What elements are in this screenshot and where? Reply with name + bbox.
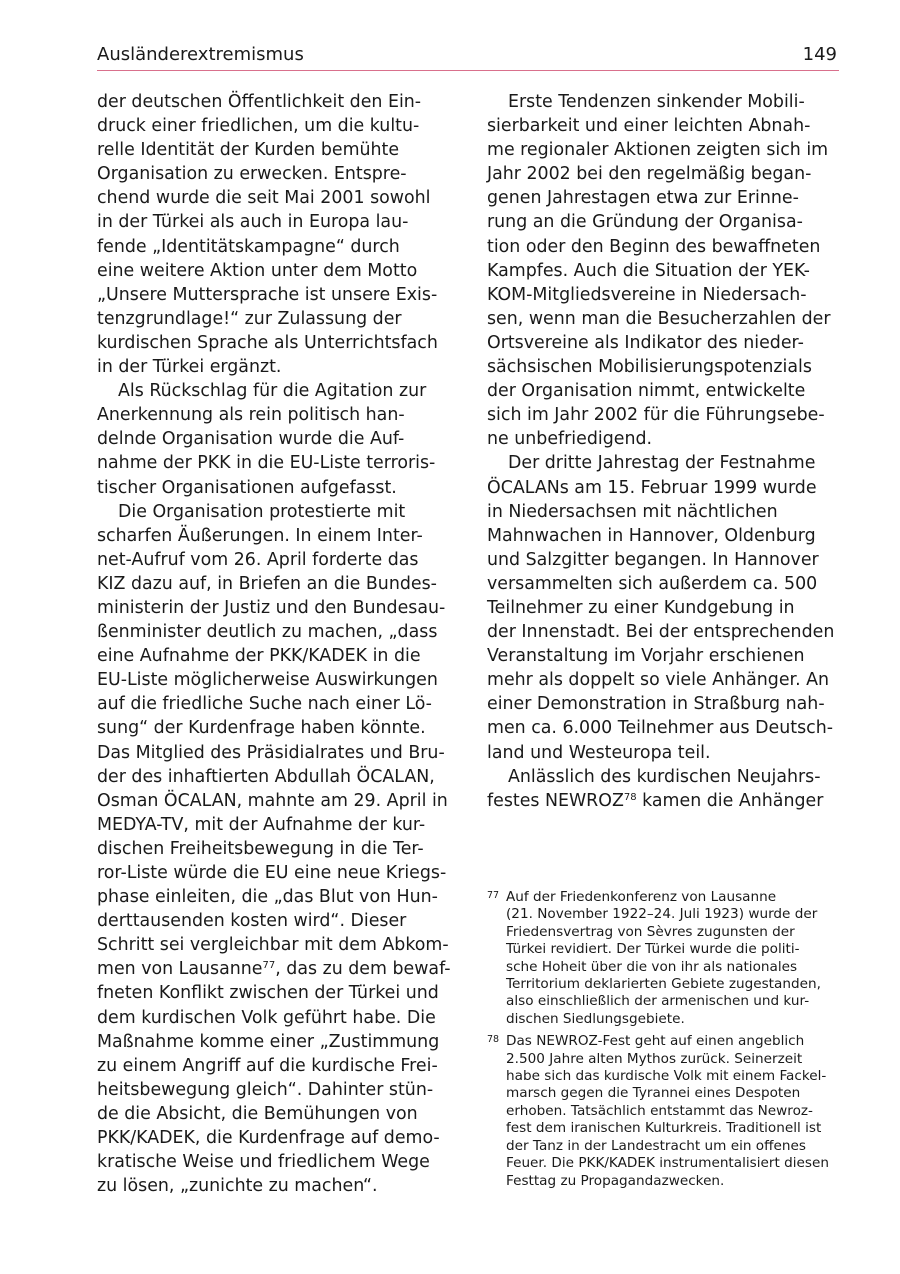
text-line: ÖCALANs am 15. Februar 1999 wurde <box>487 477 817 498</box>
right-column <box>487 90 841 813</box>
text-line: dem kurdischen Volk geführt habe. Die <box>97 1007 436 1028</box>
text-line: MEDYA-TV, mit der Aufnahme der kur- <box>97 814 426 835</box>
text-line: KOM-Mitgliedsvereine in Niedersach- <box>487 284 807 305</box>
text-line: der Organisation nimmt, entwickelte <box>487 381 806 402</box>
page-number: 149 <box>802 44 837 65</box>
footnote-line: Territorium deklarierten Gebiete zugestanden, <box>506 976 821 993</box>
text-line: net-Aufruf vom 26. April forderte das <box>97 549 419 570</box>
text-line: eine weitere Aktion unter dem Motto <box>97 260 418 281</box>
text-line: fneten Konflikt zwischen der Türkei und <box>97 983 439 1004</box>
text-line: druck einer friedlichen, um die kultu- <box>97 116 420 137</box>
text-line: sächsischen Mobilisierungspotenzials <box>487 357 812 378</box>
text-line: rung an die Gründung der Organisa- <box>487 212 803 233</box>
text-line: Teilnehmer zu einer Kundgebung in <box>487 597 795 618</box>
text-line: de die Absicht, die Bemühungen von <box>97 1103 418 1124</box>
text-line: zu lösen, „zunichte zu machen“. <box>97 1176 378 1197</box>
footnote-line: dischen Siedlungsgebiete. <box>506 1010 685 1027</box>
text-line: heitsbewegung gleich“. Dahinter stün- <box>97 1079 434 1100</box>
footnote-line: Feuer. Die PKK/KADEK instrumentalisiert diesen <box>506 1155 829 1172</box>
footnote-line: Festtag zu Propagandazwecken. <box>506 1172 725 1189</box>
footnote-line: habe sich das kurdische Volk mit einem Fackel- <box>506 1068 827 1085</box>
text-line: der Innenstadt. Bei der entsprechenden <box>487 622 835 643</box>
text-line: Anerkennung als rein politisch han- <box>97 405 405 426</box>
text-line: nahme der PKK in die EU-Liste terroris- <box>97 453 436 474</box>
text-line: EU-Liste möglicherweise Auswirkungen <box>97 670 438 691</box>
text-line: Das Mitglied des Präsidialrates und Bru- <box>97 742 445 763</box>
text-line: mehr als doppelt so viele Anhänger. An <box>487 670 830 691</box>
text-line: ne unbefriedigend. <box>487 429 653 450</box>
text-line: eine Aufnahme der PKK/KADEK in die <box>97 646 421 667</box>
text-line: der deutschen Öffentlichkeit den Ein- <box>97 92 422 112</box>
text-line: tion oder den Beginn des bewaffneten <box>487 236 821 257</box>
text-line: ßenminister deutlich zu machen, „dass <box>97 622 438 643</box>
text-line: chend wurde die seit Mai 2001 sowohl <box>97 188 431 209</box>
text-line: phase einleiten, die „das Blut von Hun- <box>97 887 438 908</box>
footnote <box>487 889 843 1028</box>
footnote-line: fest dem iranischen Kulturkreis. Traditionell ist <box>506 1120 822 1137</box>
text-line: Kampfes. Auch die Situation der YEK- <box>487 260 810 281</box>
text-line: in der Türkei als auch in Europa lau- <box>97 212 409 233</box>
text-line: Osman ÖCALAN, mahnte am 29. April in <box>97 790 448 811</box>
footnote-line: also einschließlich der armenischen und kur- <box>506 993 810 1010</box>
text-line: scharfen Äußerungen. In einem Inter- <box>97 525 423 546</box>
text-line: in der Türkei ergänzt. <box>97 357 282 378</box>
text-line: in Niedersachsen mit nächtlichen <box>487 501 778 522</box>
text-line: Organisation zu erwecken. Entspre- <box>97 164 407 185</box>
text-line: delnde Organisation wurde die Auf- <box>97 429 405 450</box>
footnote-line: marsch gegen die Tyrannei eines Despoten <box>506 1085 801 1102</box>
text-line: ministerin der Justiz und den Bundesau- <box>97 597 446 618</box>
text-line: Mahnwachen in Hannover, Oldenburg <box>487 525 816 546</box>
text-line: tenzgrundlage!“ zur Zulassung der <box>97 308 402 329</box>
running-title: Ausländerextremismus <box>97 44 304 65</box>
text-line: sung“ der Kurdenfrage haben könnte. <box>97 718 426 739</box>
text-line: und Salzgitter begangen. In Hannover <box>487 549 819 570</box>
text-line: Ortsvereine als Indikator des nieder- <box>487 332 804 353</box>
text-line: Der dritte Jahrestag der Festnahme <box>508 453 816 474</box>
text-line: land und Westeuropa teil. <box>487 742 711 763</box>
text-line: men ca. 6.000 Teilnehmer aus Deutsch- <box>487 718 833 739</box>
footnote-reference[interactable]: 78 <box>623 791 637 803</box>
footnotes <box>487 889 843 1195</box>
footnote <box>487 1033 843 1190</box>
text-line: der des inhaftierten Abdullah ÖCALAN, <box>97 766 435 787</box>
page-header <box>97 44 839 71</box>
footnote-line: erhoben. Tatsächlich entstammt das Newroz- <box>506 1102 813 1119</box>
footnote-line: 2.500 Jahre alten Mythos zurück. Seinerzeit <box>506 1050 803 1067</box>
footnote-reference[interactable]: 77 <box>262 960 276 972</box>
text-line: dischen Freiheitsbewegung in die Ter- <box>97 838 424 859</box>
text-line: versammelten sich außerdem ca. 500 <box>487 573 818 594</box>
text-line: sich im Jahr 2002 für die Führungsebe- <box>487 405 825 426</box>
text-line: Jahr 2002 bei den regelmäßig began- <box>487 164 812 185</box>
text-line: Schritt sei vergleichbar mit dem Abkom- <box>97 935 449 956</box>
text-line: Veranstaltung im Vorjahr erschienen <box>487 646 805 667</box>
text-line: Anlässlich des kurdischen Neujahrs- <box>508 766 821 787</box>
footnote-line: Friedensvertrag von Sèvres zugunsten der <box>506 923 795 940</box>
text-line: sierbarkeit und einer leichten Abnah- <box>487 116 811 137</box>
text-line: PKK/KADEK, die Kurdenfrage auf demo- <box>97 1128 440 1149</box>
footnote-line: Auf der Friedenkonferenz von Lausanne <box>506 889 777 905</box>
text-line: Maßnahme komme einer „Zustimmung <box>97 1031 440 1052</box>
text-line: einer Demonstration in Straßburg nah- <box>487 694 825 715</box>
text-line: auf die friedliche Suche nach einer Lö- <box>97 694 432 715</box>
text-line: festes NEWROZ$^{78}$ kamen die Anhänger <box>487 790 824 811</box>
footnote-number: 77 <box>487 890 500 901</box>
text-line: Als Rückschlag für die Agitation zur <box>118 381 427 402</box>
footnote-line: der Tanz in der Landestracht um ein offenes <box>506 1137 806 1154</box>
footnote-line: Türkei revidiert. Der Türkei wurde die politi- <box>506 941 800 958</box>
footnote-number: 78 <box>487 1034 500 1046</box>
footnote-line: sche Hoheit über die von ihr als nationales <box>506 958 798 975</box>
text-line: tischer Organisationen aufgefasst. <box>97 477 397 498</box>
footnote-line: Das NEWROZ-Fest geht auf einen angeblich <box>506 1033 805 1050</box>
text-line: derttausenden kosten wird“. Dieser <box>97 911 407 932</box>
text-line: kurdischen Sprache als Unterrichtsfach <box>97 332 438 353</box>
text-line: zu einem Angriff auf die kurdische Frei- <box>97 1055 438 1076</box>
left-column <box>97 90 451 1198</box>
text-line: genen Jahrestagen etwa zur Erinne- <box>487 188 799 209</box>
text-line: Erste Tendenzen sinkender Mobili- <box>508 92 805 112</box>
text-line: ror-Liste würde die EU eine neue Kriegs- <box>97 863 447 883</box>
text-line: relle Identität der Kurden bemühte <box>97 140 400 161</box>
footnote-line: (21. November 1922–24. Juli 1923) wurde der <box>506 906 818 923</box>
text-line: kratische Weise und friedlichem Wege <box>97 1152 430 1173</box>
text-line: „Unsere Muttersprache ist unsere Exis- <box>97 284 438 305</box>
text-line: men von Lausanne$^{77}$, das zu dem bewaf- <box>97 959 451 980</box>
text-line: KIZ dazu auf, in Briefen an die Bundes- <box>97 573 437 594</box>
text-line: fende „Identitätskampagne“ durch <box>97 236 400 257</box>
text-line: sen, wenn man die Besucherzahlen der <box>487 308 831 329</box>
text-line: me regionaler Aktionen zeigten sich im <box>487 140 829 161</box>
text-line: Die Organisation protestierte mit <box>118 501 406 522</box>
